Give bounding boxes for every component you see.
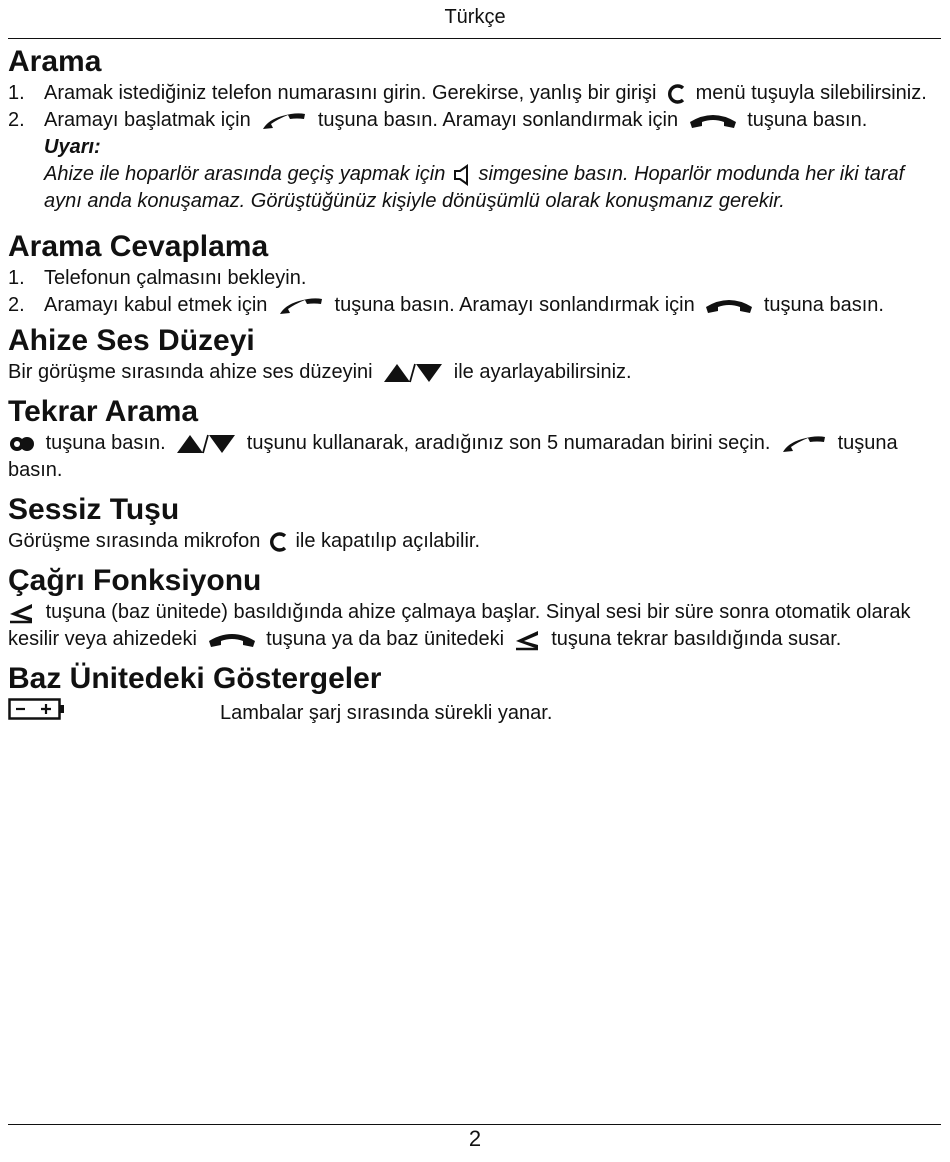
section-text-part: tuşuna basın. [8, 432, 898, 481]
list-number: 1. [8, 82, 25, 104]
section-text-part: tuşuna ya da baz ünitedeki [266, 628, 505, 650]
indicator-text: Lambalar şarj sırasında sürekli yanar. [220, 701, 553, 724]
phone-end-icon [207, 630, 257, 650]
list-text: tuşuna basın. Aramayı sonlandırmak için [317, 109, 679, 131]
up-down-arrows-icon [382, 362, 444, 384]
section-title-tekrar: Tekrar Arama [8, 395, 199, 428]
header-rule [8, 38, 941, 39]
section-title-arama: Arama [8, 45, 102, 78]
phone-call-icon [277, 295, 325, 317]
battery-icon [8, 697, 220, 729]
list-item [8, 80, 938, 107]
section-text-part: tuşuna (baz ünitede) basıldığında ahize çalmaya başlar. Sinyal sesi bir süre sonra otomatik olarak kesilir veya ahizedeki [8, 601, 911, 650]
phone-call-icon [780, 433, 828, 455]
section-title-gosterge: Baz Ünitedeki Göstergeler [8, 662, 382, 695]
warning-block [8, 134, 938, 215]
list-item [8, 107, 938, 134]
page-header: Türkçe [444, 6, 506, 28]
up-down-arrows-icon [175, 433, 237, 455]
section-text-part: ile ayarlayabilirsiniz. [453, 361, 632, 383]
warning-title: Uyarı: [44, 136, 101, 158]
paging-icon [514, 629, 542, 651]
list-text: tuşuna basın. [747, 109, 868, 131]
list-text: Aramayı kabul etmek için [44, 294, 268, 316]
page-number: 2 [468, 1126, 482, 1151]
section-text [8, 430, 938, 484]
c-key-icon [666, 83, 686, 105]
manual-content [8, 44, 938, 729]
section-title-sessiz: Sessiz Tuşu [8, 493, 180, 526]
list-text: tuşuna basın. [763, 294, 884, 316]
list-number: 1. [8, 267, 25, 289]
list-text: Aramayı başlatmak için [44, 109, 251, 131]
section-text [8, 599, 938, 653]
list-text: menü tuşuyla silebilirsiniz. [695, 82, 927, 104]
section-text-part: tuşunu kullanarak, aradığınız son 5 numaradan birini seçin. [246, 432, 771, 454]
footer-rule [8, 1124, 941, 1125]
warning-text: Ahize ile hoparlör arasında geçiş yapmak için [44, 163, 446, 185]
section-title-cagri: Çağrı Fonksiyonu [8, 564, 262, 597]
section-text-part: tuşuna basın. [45, 432, 166, 454]
list-number: 2. [8, 294, 25, 316]
section-text [8, 528, 938, 555]
section-text [8, 359, 938, 386]
speaker-icon [453, 164, 471, 186]
section-text-part: Görüşme sırasında mikrofon [8, 530, 261, 552]
section-text-part: tuşuna tekrar basıldığında susar. [551, 628, 842, 650]
list-text: Telefonun çalmasını bekleyin. [44, 267, 307, 289]
list-item [8, 265, 938, 292]
paging-icon [8, 602, 36, 624]
phone-call-icon [260, 110, 308, 132]
indicator-row [8, 697, 938, 729]
section-title-cevaplama: Arama Cevaplama [8, 230, 269, 263]
list-item [8, 292, 938, 319]
section-text-part: Bir görüşme sırasında ahize ses düzeyini [8, 361, 373, 383]
section-text-part: ile kapatılıp açılabilir. [295, 530, 480, 552]
warning-text: simgesine basın. Hoparlör modunda her iki taraf aynı anda konuşamaz. Görüştüğünüz kişiyle dönüşümlü olarak konuşmanız gerekir. [44, 163, 905, 212]
phone-end-icon [704, 296, 754, 316]
c-key-icon [268, 531, 288, 553]
phone-end-icon [688, 111, 738, 131]
redial-icon [8, 435, 36, 453]
section-title-ses: Ahize Ses Düzeyi [8, 324, 255, 357]
list-text: tuşuna basın. Aramayı sonlandırmak için [334, 294, 695, 316]
list-text: Aramak istediğiniz telefon numarasını girin. Gerekirse, yanlış bir girişi [44, 82, 657, 104]
list-number: 2. [8, 109, 25, 131]
